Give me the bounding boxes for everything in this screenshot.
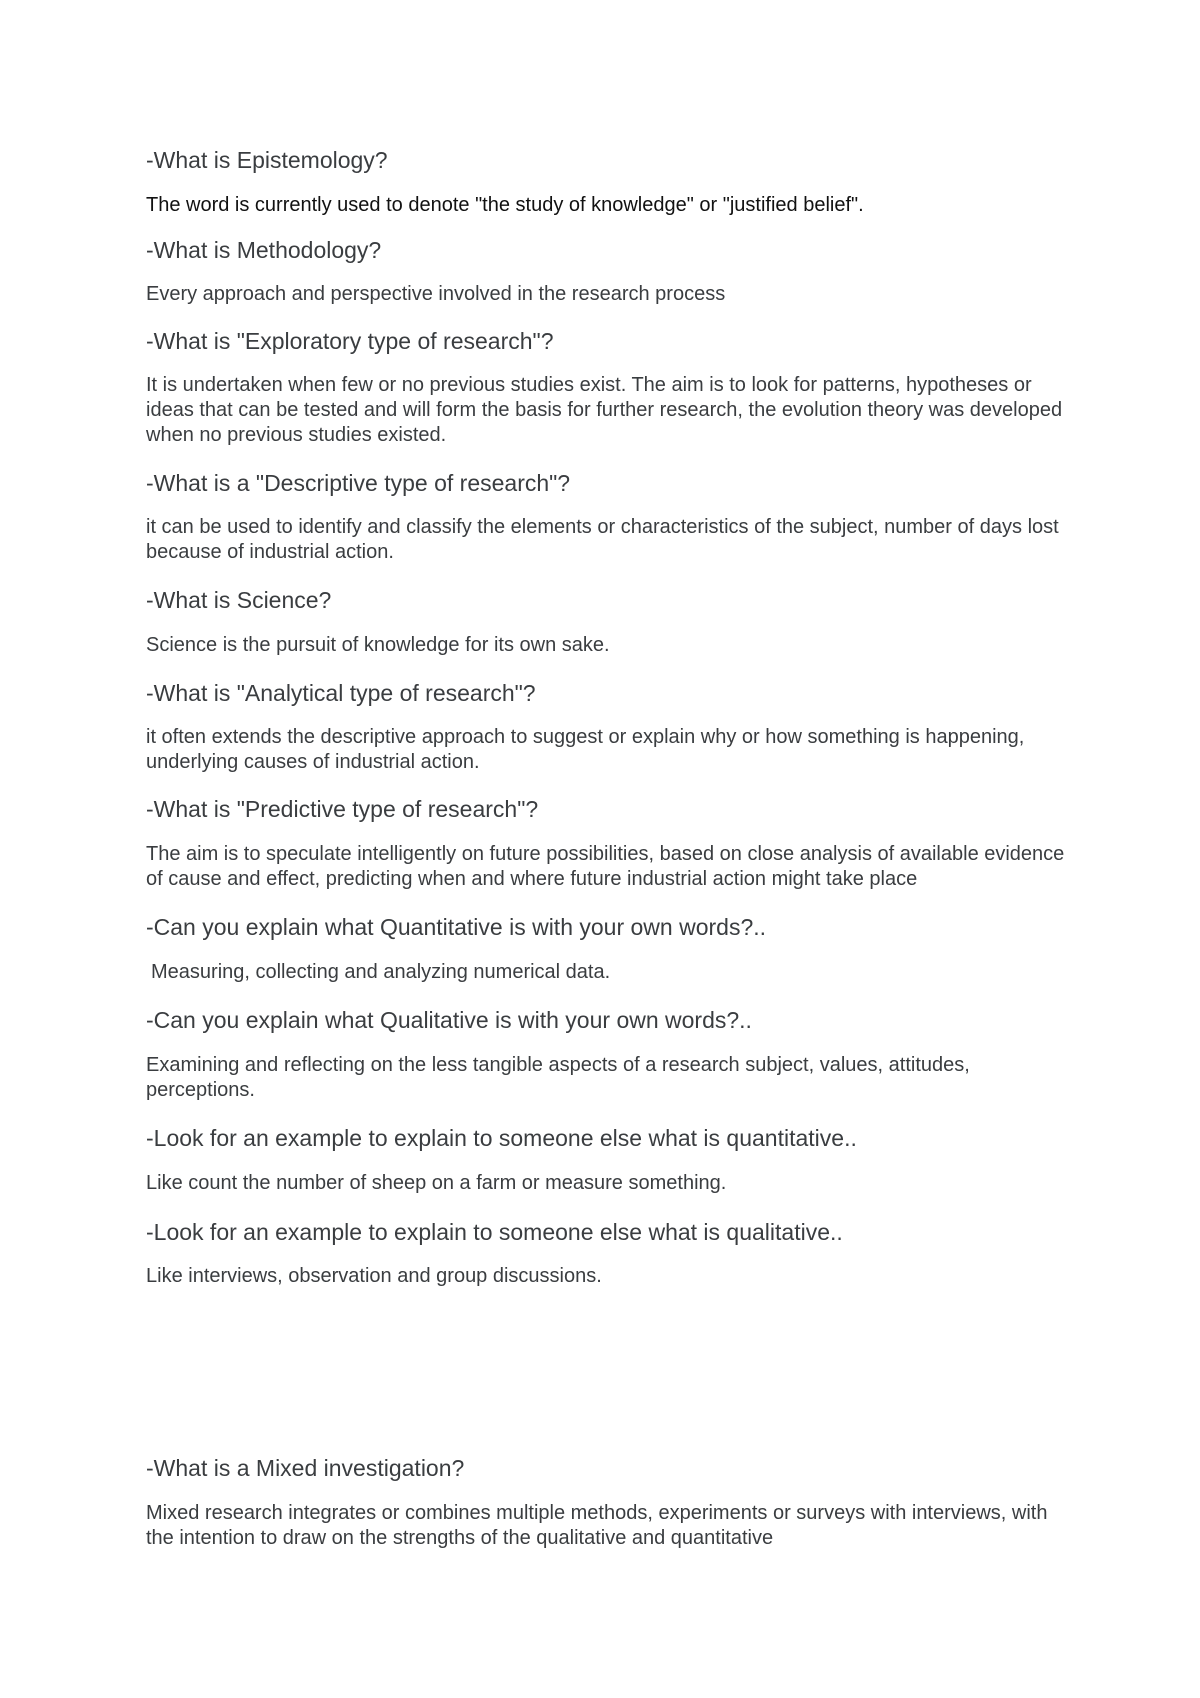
answer-qualitative-own-words: Examining and reflecting on the less tangible aspects of a research subject, values, attitudes, perceptions. [146,1054,970,1101]
question-predictive: -What is "Predictive type of research"? [146,796,539,822]
question-quantitative-example: -Look for an example to explain to someone else what is quantitative.. [146,1125,857,1151]
answer-predictive: The aim is to speculate intelligently on future possibilities, based on close analysis of available evidence of cause and effect, predicting when and where future industrial action might take place [146,843,1065,890]
question-epistemology: -What is Epistemology? [146,147,388,173]
answer-science: Science is the pursuit of knowledge for its own sake. [146,634,610,656]
answer-qualitative-example: Like interviews, observation and group discussions. [146,1265,602,1287]
answer-analytical: it often extends the descriptive approach to suggest or explain why or how something is happening, underlying causes of industrial action. [146,726,1025,773]
answer-mixed-investigation: Mixed research integrates or combines multiple methods, experiments or surveys with interviews, with the intention to draw on the strengths of the qualitative and quantitative [146,1502,1048,1549]
answer-exploratory: It is undertaken when few or no previous studies exist. The aim is to look for patterns, hypotheses or ideas that can be tested and will form the basis for further research, the evolution theory was developed when no previous studies existed. [146,374,1063,446]
question-qualitative-example: -Look for an example to explain to someone else what is qualitative.. [146,1219,843,1245]
question-quantitative-own-words: -Can you explain what Quantitative is with your own words?.. [146,914,767,940]
question-analytical: -What is "Analytical type of research"? [146,680,536,706]
question-qualitative-own-words: -Can you explain what Qualitative is with your own words?.. [146,1007,752,1033]
answer-quantitative-example: Like count the number of sheep on a farm or measure something. [146,1172,727,1194]
question-methodology: -What is Methodology? [146,237,382,263]
answer-epistemology: The word is currently used to denote "the study of knowledge" or "justified belief". [146,194,864,216]
question-descriptive: -What is a "Descriptive type of research"? [146,470,571,496]
answer-quantitative-own-words: Measuring, collecting and analyzing numerical data. [151,961,611,983]
answer-descriptive: it can be used to identify and classify the elements or characteristics of the subject, number of days lost because of industrial action. [146,516,1059,563]
question-science: -What is Science? [146,587,332,613]
answer-methodology: Every approach and perspective involved in the research process [146,283,726,305]
question-exploratory: -What is "Exploratory type of research"? [146,328,554,354]
question-mixed-investigation: -What is a Mixed investigation? [146,1455,465,1481]
